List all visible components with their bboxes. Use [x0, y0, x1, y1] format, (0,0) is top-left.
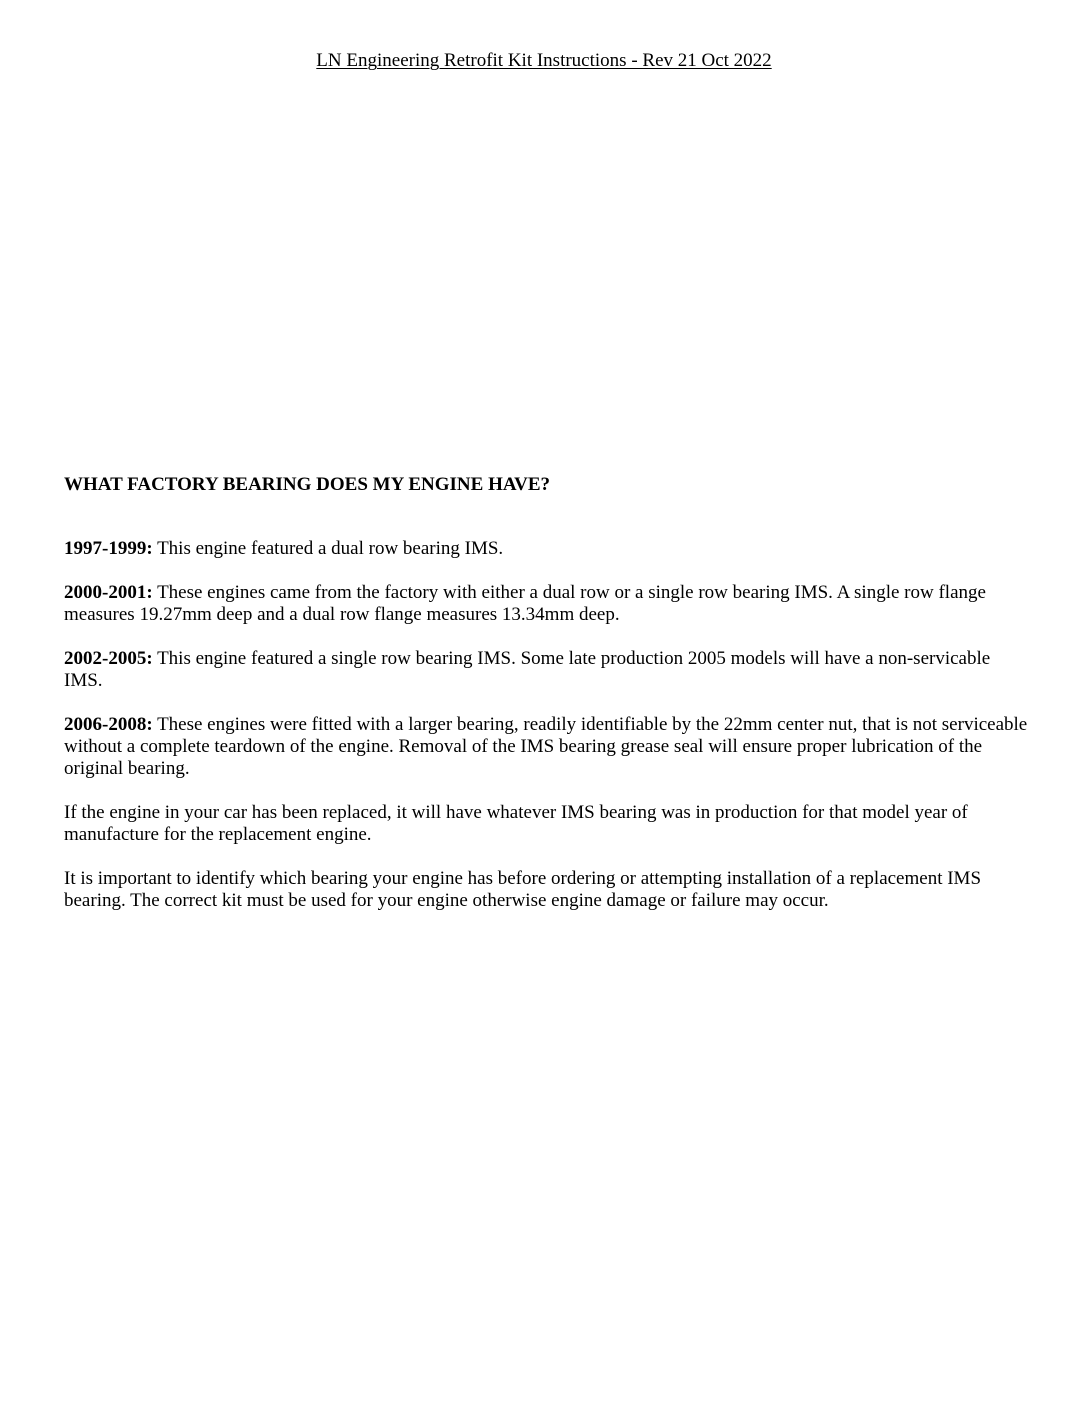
entry-year: 2002-2005: — [64, 648, 153, 669]
entry-text: This engine featured a single row bearing IMS. Some late production 2005 models will have a non-servicable IMS. — [64, 648, 991, 691]
entry-1997-1999 — [64, 538, 1029, 560]
header-title: LN Engineering Retrofit Kit Instructions - Rev 21 Oct 2022 — [316, 50, 772, 71]
entry-2006-2008 — [64, 714, 1029, 780]
entry-text: This engine featured a dual row bearing IMS. — [152, 538, 504, 559]
note-replaced-engine: If the engine in your car has been replaced, it will have whatever IMS bearing was in production for that model year of manufacture for the replacement engine. — [64, 802, 968, 845]
note-identify-bearing: It is important to identify which bearing your engine has before ordering or attempting installation of a replacement IMS bearing. The correct kit must be used for your engine otherwise engine damage or failure may occur. — [64, 868, 982, 911]
entry-year: 2006-2008: — [64, 714, 153, 735]
bearing-identification-section — [64, 474, 1029, 934]
entry-2002-2005 — [64, 648, 1029, 692]
entry-2000-2001 — [64, 582, 1029, 626]
page-header — [0, 49, 1088, 73]
entry-year: 2000-2001: — [64, 582, 153, 603]
entry-text: These engines came from the factory with either a dual row or a single row bearing IMS. A single row flange measures 19.27mm deep and a dual row flange measures 13.34mm deep. — [64, 582, 986, 625]
entry-year: 1997-1999: — [64, 538, 153, 559]
entry-text: These engines were fitted with a larger bearing, readily identifiable by the 22mm center nut, that is not serviceable without a complete teardown of the engine. Removal of the IMS bearing grease seal will ensure proper lubrication of the original bearing. — [64, 714, 1028, 779]
section-heading: WHAT FACTORY BEARING DOES MY ENGINE HAVE? — [64, 474, 551, 495]
